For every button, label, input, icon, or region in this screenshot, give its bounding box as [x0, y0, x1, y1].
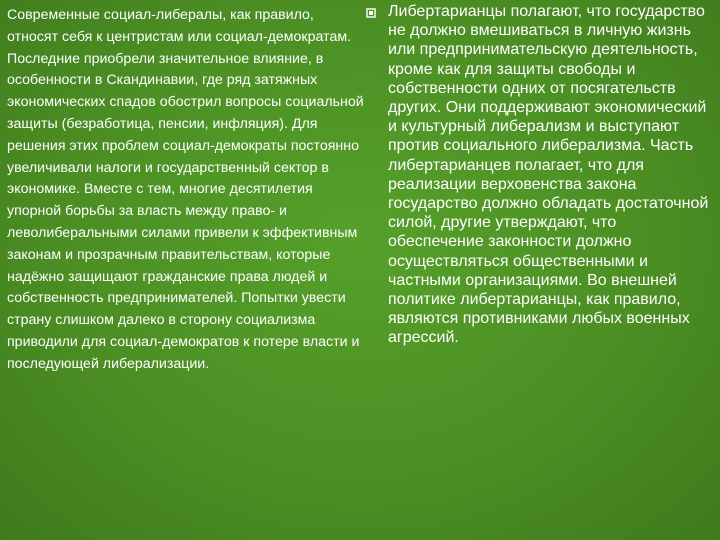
square-bullet-icon — [366, 6, 378, 20]
left-text-column — [7, 5, 365, 376]
left-paragraph: Современные социал-либералы, как правило, относят себя к центристам или социал-демократам. Последние приобрели значительное влияние, в особенности в Скандинавии, где ряд затяжных экономических спадов обострил вопросы социальной защиты (безработица, пенсии, инфляция). Для решения этих проблем социал-демократы постоянно увеличивали налоги и государственный сектор в экономике. Вместе с тем, многие десятилетия упорной борьбы за власть между право- и леволиберальными силами привели к эффективным законам и прозрачным правительствам, которые надёжно защищают гражданские права людей и собственность предпринимателей. Попытки увести страну слишком далеко в сторону социализма приводили для социал-демократов к потере власти и последующей либерализации. — [7, 7, 364, 372]
right-bullet-paragraph: Либертарианцы полагают, что государство не должно вмешиваться в личную жизнь или предпринимательскую деятельность, кроме как для защиты свободы и собственности одних от посягательств других. Они поддерживают экономический и культурный либерализм и выступают против социального либерализма. Часть либертарианцев полагает, что для реализации верховенства закона государство должно обладать достаточной силой, другие утверждают, что обеспечение законности должно осуществляться общественными и частными организациями. Во внешней политике либертарианцы, как правило, являются противниками любых военных агрессий. — [388, 3, 709, 347]
right-text-column — [388, 2, 714, 348]
